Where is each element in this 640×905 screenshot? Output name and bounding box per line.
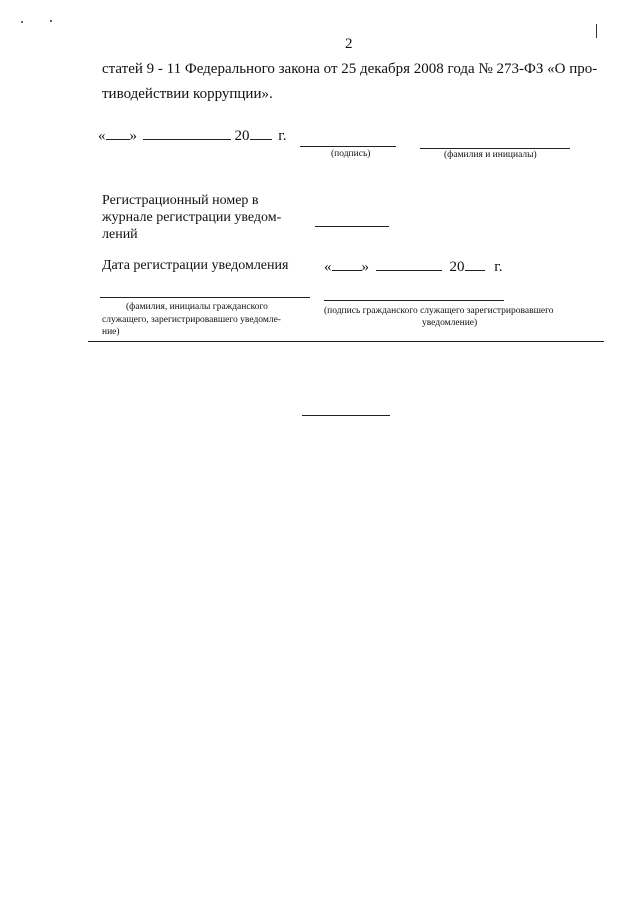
- registration-number-line: [315, 226, 389, 227]
- registration-number-label-1: Регистрационный номер в: [102, 193, 259, 208]
- year-prefix: 20: [449, 259, 465, 275]
- month-blank: [376, 269, 442, 271]
- day-blank: [106, 138, 130, 140]
- signature-line: [300, 146, 396, 147]
- registrar-name-caption-3: ние): [102, 327, 120, 337]
- registrar-name-caption-2: служащего, зарегистрировавшего уведомле-: [102, 315, 281, 325]
- name-caption: (фамилия и инициалы): [444, 150, 537, 160]
- end-line: [302, 415, 390, 416]
- registrar-signature-line: [324, 300, 504, 301]
- paragraph-line-2: тиводействии коррупции».: [102, 86, 273, 102]
- close-quote: »: [129, 128, 137, 144]
- scan-speck: [50, 20, 52, 22]
- year-blank: [250, 138, 272, 140]
- open-quote: «: [324, 259, 332, 275]
- registration-number-label-2: журнале регистрации уведом-: [102, 210, 282, 225]
- registration-date-value: [324, 259, 502, 276]
- year-suffix: г.: [494, 259, 503, 275]
- registrar-signature-caption-1: (подпись гражданского служащего зарегистрировавшего: [324, 306, 554, 316]
- year-suffix: г.: [278, 128, 287, 144]
- paragraph-line-1: статей 9 - 11 Федерального закона от 25 декабря 2008 года № 273-ФЗ «О про-: [102, 61, 598, 77]
- signature-caption: (подпись): [331, 149, 371, 159]
- registration-number-label-3: лений: [102, 227, 138, 242]
- registrar-signature-caption-2: уведомление): [422, 318, 478, 328]
- open-quote: «: [98, 128, 106, 144]
- name-line: [420, 148, 570, 149]
- year-blank: [465, 269, 485, 271]
- page-number: 2: [345, 36, 353, 52]
- registration-date-label: Дата регистрации уведомления: [102, 258, 289, 273]
- scan-speck: [21, 21, 23, 23]
- scan-mark: [596, 24, 597, 38]
- registrar-name-line: [100, 297, 310, 298]
- signature-date: [98, 128, 286, 145]
- day-blank: [332, 269, 362, 271]
- year-prefix: 20: [234, 128, 250, 144]
- close-quote: »: [361, 259, 369, 275]
- registrar-name-caption-1: (фамилия, инициалы гражданского: [126, 302, 268, 312]
- section-divider: [88, 341, 604, 342]
- month-blank: [143, 138, 231, 140]
